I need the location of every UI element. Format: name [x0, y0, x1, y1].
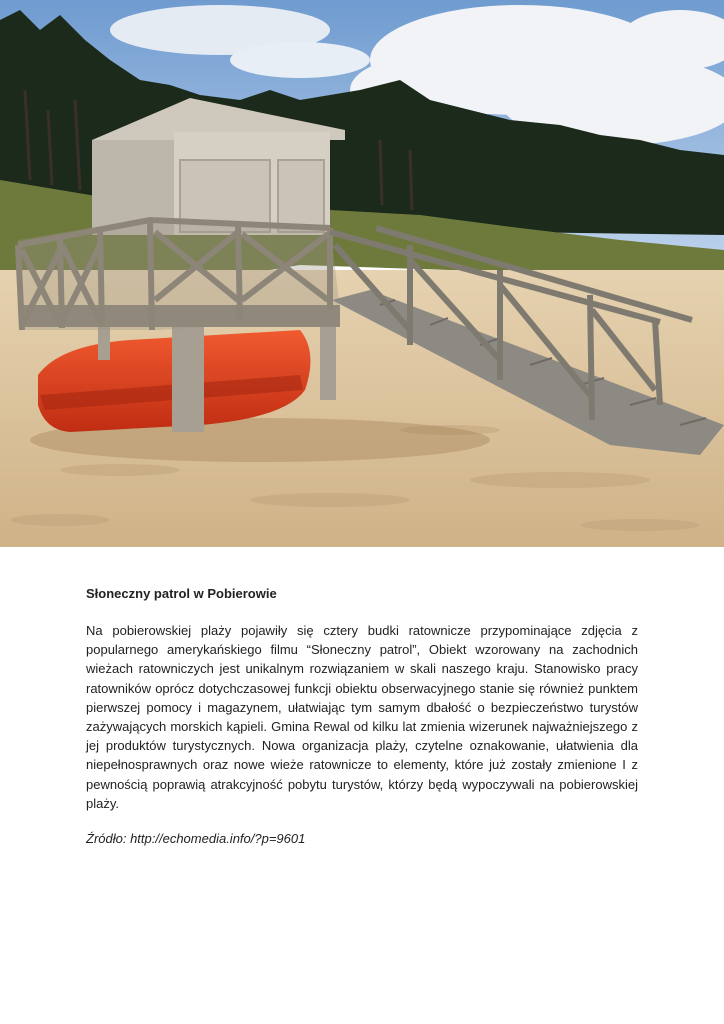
article-title: Słoneczny patrol w Pobierowie: [86, 586, 277, 601]
article-body: Na pobierowskiej plaży pojawiły się cztery budki ratownicze przypominające zdjęcia z popularnego amerykańskiego filmu “Słoneczny patrol”, Obiekt wzorowany na zachodnich wieżach ratowniczych jest unikalnym rozwiązaniem w skali naszego kraju. Stanowisko pracy ratowników oprócz dotychczasowej funkcji obiektu obserwacyjnego stanie się również punktem pierwszej pomocy i magazynem, ułatwiając tym samym dbałość o bezpieczeństwo turystów zażywających morskich kąpieli. Gmina Rewal od kilku lat zmienia wizerunek najważniejszego z jej produktów turystycznych. Nowa organizacja plaży, czytelne oznakowanie, ułatwienia dla niepełnosprawnych oraz nowe wieże ratownicze to elementy, które już zostały zmienione I z pewnością poprawią atrakcyjność pobytu turystów, którzy będą wypoczywali na pobierowskiej plaży.: [86, 623, 638, 811]
article-source: Źródło: http://echomedia.info/?p=9601: [86, 831, 306, 846]
